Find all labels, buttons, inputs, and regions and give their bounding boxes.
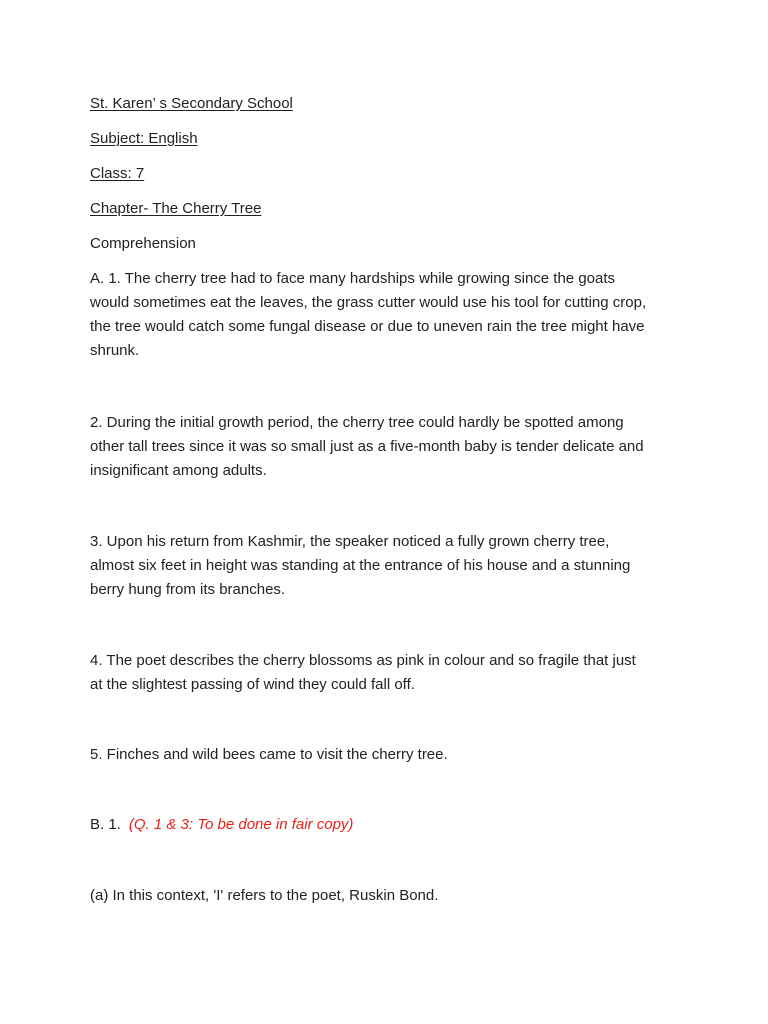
class-line: Class: 7 (90, 165, 145, 182)
answer-line: almost six feet in height was standing at the entrance of his house and a stunning (90, 557, 631, 574)
answer-a2 (90, 411, 690, 483)
answer-line: 5. Finches and wild bees came to visit the cherry tree. (90, 746, 448, 763)
answer-line: 3. Upon his return from Kashmir, the speaker noticed a fully grown cherry tree, (90, 533, 610, 550)
answer-b1a: (a) In this context, 'I' refers to the poet, Ruskin Bond. (90, 887, 439, 904)
section-title: Comprehension (90, 235, 196, 252)
answer-a4 (90, 649, 690, 697)
section-b-label: B. 1. (90, 816, 121, 833)
answer-line: would sometimes eat the leaves, the grass cutter would use his tool for cutting crop, (90, 294, 647, 311)
answer-line: A. 1. The cherry tree had to face many hardships while growing since the goats (90, 270, 616, 287)
section-b-heading (90, 813, 690, 837)
answer-a1 (90, 267, 690, 363)
answer-line: insignificant among adults. (90, 462, 267, 479)
answer-line: at the slightest passing of wind they could fall off. (90, 676, 415, 693)
answer-a3 (90, 530, 690, 602)
fair-copy-note: (Q. 1 & 3: To be done in fair copy) (128, 816, 354, 833)
answer-line: 2. During the initial growth period, the cherry tree could hardly be spotted among (90, 414, 624, 431)
chapter-line: Chapter- The Cherry Tree (90, 200, 262, 217)
subject-line: Subject: English (90, 130, 198, 147)
answer-line: other tall trees since it was so small just as a five-month baby is tender delicate and (90, 438, 644, 455)
answer-line: 4. The poet describes the cherry blossoms as pink in colour and so fragile that just (90, 652, 636, 669)
answer-line: shrunk. (90, 342, 140, 359)
answer-line: berry hung from its branches. (90, 581, 286, 598)
school-name: St. Karen’ s Secondary School (90, 95, 293, 112)
answer-a5 (90, 743, 690, 767)
answer-line: the tree would catch some fungal disease or due to uneven rain the tree might have (90, 318, 645, 335)
